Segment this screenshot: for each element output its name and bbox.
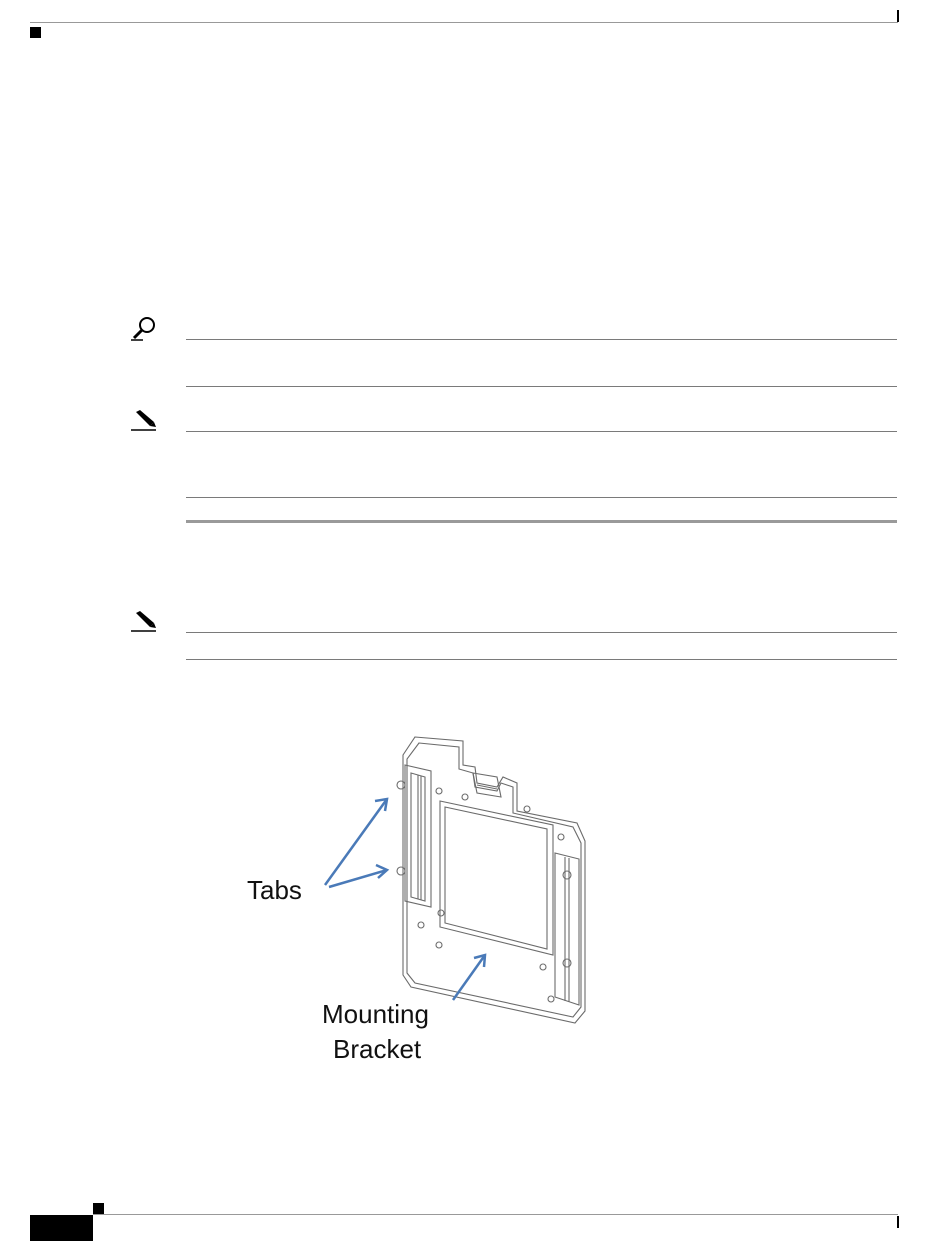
pencil-icon: [130, 408, 158, 432]
section-divider: [186, 520, 897, 523]
mounting-label: Mounting: [322, 999, 429, 1029]
header-rule: [30, 22, 898, 23]
magnifier-icon: [130, 316, 158, 342]
note2-top-rule: [186, 632, 897, 633]
footer-right-tick: [897, 1216, 899, 1228]
footer-rule: [93, 1214, 898, 1215]
tip-bottom-rule: [186, 386, 897, 387]
mounting-bracket-figure: [235, 725, 615, 1070]
note2-bottom-rule: [186, 659, 897, 660]
footer-square-marker: [93, 1203, 104, 1214]
note1-bottom-rule: [186, 497, 897, 498]
header-right-tick: [897, 10, 899, 22]
note1-top-rule: [186, 431, 897, 432]
tip-top-rule: [186, 339, 897, 340]
footer-page-tab: [30, 1215, 93, 1241]
header-corner-marker: [30, 27, 41, 38]
tabs-label: Tabs: [247, 875, 302, 905]
bracket-label: Bracket: [333, 1034, 422, 1064]
pencil-icon: [130, 609, 158, 633]
